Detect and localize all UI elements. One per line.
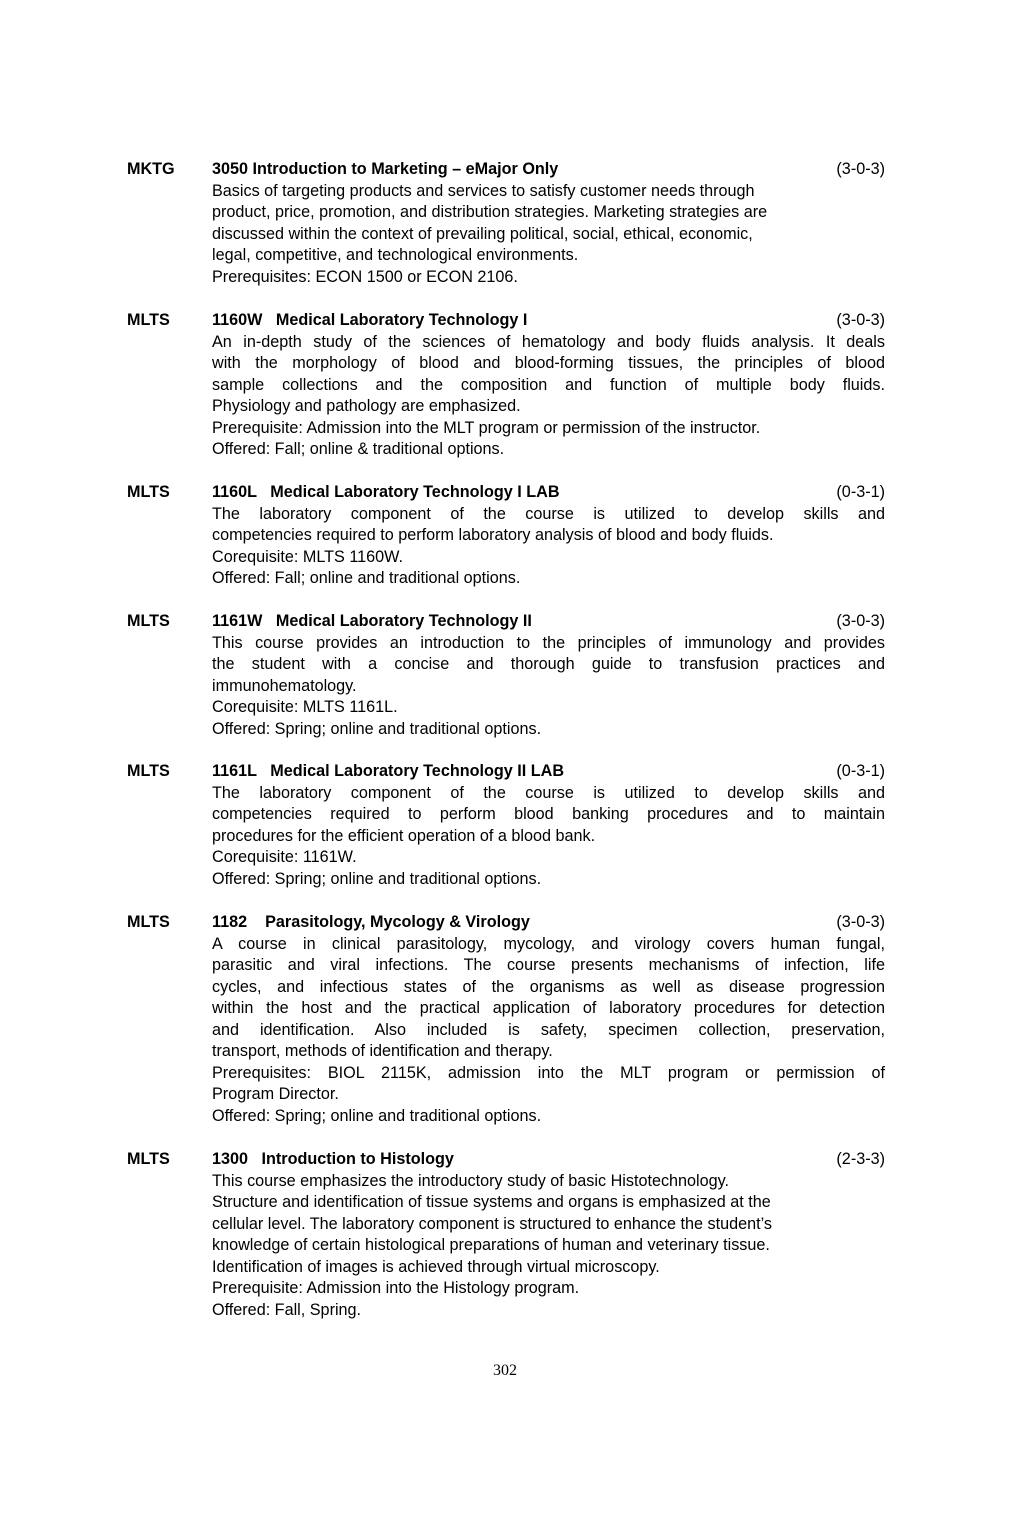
course-offered: Offered: Fall; online and traditional options. <box>212 569 521 587</box>
description-line: within the host and the practical application of laboratory procedures for detection <box>212 999 885 1017</box>
course-entry-mktg-3050 <box>127 159 885 288</box>
description-line: This course provides an introduction to the principles of immunology and provides <box>212 633 885 652</box>
course-dept: MLTS <box>127 913 170 931</box>
description-line: competencies required to perform laboratory analysis of blood and body fluids. <box>212 526 774 544</box>
description-line: cellular level. The laboratory component is structured to enhance the student’s <box>212 1214 772 1233</box>
course-title: 1161W Medical Laboratory Technology II <box>212 612 532 630</box>
course-title: 3050 Introduction to Marketing – eMajor Only <box>212 160 559 178</box>
course-credits: (3-0-3) <box>836 913 885 931</box>
course-prerequisite: Prerequisite: Admission into the MLT program or permission of the instructor. <box>212 418 761 437</box>
course-dept: MLTS <box>127 483 170 501</box>
course-title: 1182 Parasitology, Mycology & Virology <box>212 913 530 931</box>
description-line: discussed within the context of prevailing political, social, ethical, economic, <box>212 224 753 243</box>
description-line: procedures for the efficient operation of a blood bank. <box>212 826 596 845</box>
course-credits: (0-3-1) <box>836 762 885 780</box>
course-description <box>212 332 885 461</box>
course-dept: MLTS <box>127 612 170 630</box>
description-line: Physiology and pathology are emphasized. <box>212 397 521 415</box>
course-entry-mlts-1300 <box>127 1149 885 1321</box>
description-line: legal, competitive, and technological environments. <box>212 246 579 264</box>
description-line: immunohematology. <box>212 676 357 695</box>
course-description <box>212 181 885 289</box>
description-line: and identification. Also included is safety, specimen collection, preservation, <box>212 1020 885 1039</box>
description-line: The laboratory component of the course is utilized to develop skills and <box>212 504 885 523</box>
course-entry-mlts-1161w <box>127 611 885 740</box>
course-entry-mlts-1182 <box>127 912 885 1127</box>
description-line: Basics of targeting products and services to satisfy customer needs through <box>212 181 755 200</box>
course-offered: Offered: Spring; online and traditional options. <box>212 869 542 888</box>
course-credits: (0-3-1) <box>836 483 885 501</box>
course-heading <box>127 482 885 504</box>
course-description <box>212 934 885 1128</box>
description-line: Structure and identification of tissue systems and organs is emphasized at the <box>212 1193 771 1211</box>
course-entry-mlts-1160l <box>127 482 885 590</box>
course-title: 1161L Medical Laboratory Technology II LAB <box>212 762 565 780</box>
course-credits: (3-0-3) <box>836 160 885 178</box>
description-line: product, price, promotion, and distribution strategies. Marketing strategies are <box>212 203 768 221</box>
course-prerequisite: Prerequisites: BIOL 2115K, admission into the MLT program or permission of <box>212 1063 885 1082</box>
course-heading <box>127 912 885 934</box>
description-line: Identification of images is achieved through virtual microscopy. <box>212 1257 660 1276</box>
course-title: 1160W Medical Laboratory Technology I <box>212 311 528 329</box>
course-description <box>212 1171 885 1322</box>
description-line: A course in clinical parasitology, mycology, and virology covers human fungal, <box>212 934 885 953</box>
description-line: sample collections and the composition and function of multiple body fluids. <box>212 375 885 394</box>
course-dept: MLTS <box>127 311 170 329</box>
course-offered: Offered: Fall; online & traditional options. <box>212 440 505 458</box>
description-line: The laboratory component of the course is utilized to develop skills and <box>212 783 885 802</box>
course-prerequisite: Prerequisites: ECON 1500 or ECON 2106. <box>212 267 518 286</box>
description-line: knowledge of certain histological preparations of human and veterinary tissue. <box>212 1236 770 1254</box>
course-title: 1160L Medical Laboratory Technology I LAB <box>212 483 560 501</box>
course-credits: (2-3-3) <box>836 1150 885 1168</box>
course-description <box>212 504 885 590</box>
course-offered: Offered: Spring; online and traditional options. <box>212 1106 542 1125</box>
description-line: competencies required to perform blood banking procedures and to maintain <box>212 805 885 823</box>
description-line: transport, methods of identification and therapy. <box>212 1042 553 1060</box>
page-number: 302 <box>493 1362 517 1379</box>
course-credits: (3-0-3) <box>836 311 885 329</box>
course-title: 1300 Introduction to Histology <box>212 1150 454 1168</box>
course-description <box>212 783 885 891</box>
course-dept: MKTG <box>127 160 175 178</box>
course-credits: (3-0-3) <box>836 612 885 630</box>
course-prerequisite-cont: Program Director. <box>212 1085 339 1103</box>
course-offered: Offered: Fall, Spring. <box>212 1300 362 1319</box>
course-offered: Offered: Spring; online and traditional options. <box>212 719 542 738</box>
course-corequisite: Corequisite: MLTS 1161L. <box>212 698 398 716</box>
course-heading <box>127 1149 885 1171</box>
course-heading <box>127 159 885 181</box>
course-dept: MLTS <box>127 1150 170 1168</box>
course-entry-mlts-1161l <box>127 761 885 890</box>
course-heading <box>127 761 885 783</box>
description-line: An in-depth study of the sciences of hematology and body fluids analysis. It deals <box>212 332 885 351</box>
course-corequisite: Corequisite: 1161W. <box>212 848 357 866</box>
course-description <box>212 633 885 741</box>
course-heading <box>127 611 885 633</box>
description-line: parasitic and viral infections. The course presents mechanisms of infection, life <box>212 956 885 974</box>
course-entry-mlts-1160w <box>127 310 885 461</box>
course-dept: MLTS <box>127 762 170 780</box>
description-line: cycles, and infectious states of the organisms as well as disease progression <box>212 977 885 996</box>
description-line: the student with a concise and thorough guide to transfusion practices and <box>212 655 885 673</box>
course-corequisite: Corequisite: MLTS 1160W. <box>212 547 404 566</box>
course-heading <box>127 310 885 332</box>
description-line: with the morphology of blood and blood-forming tissues, the principles of blood <box>212 354 885 372</box>
course-prerequisite: Prerequisite: Admission into the Histology program. <box>212 1279 580 1297</box>
description-line: This course emphasizes the introductory study of basic Histotechnology. <box>212 1171 730 1190</box>
